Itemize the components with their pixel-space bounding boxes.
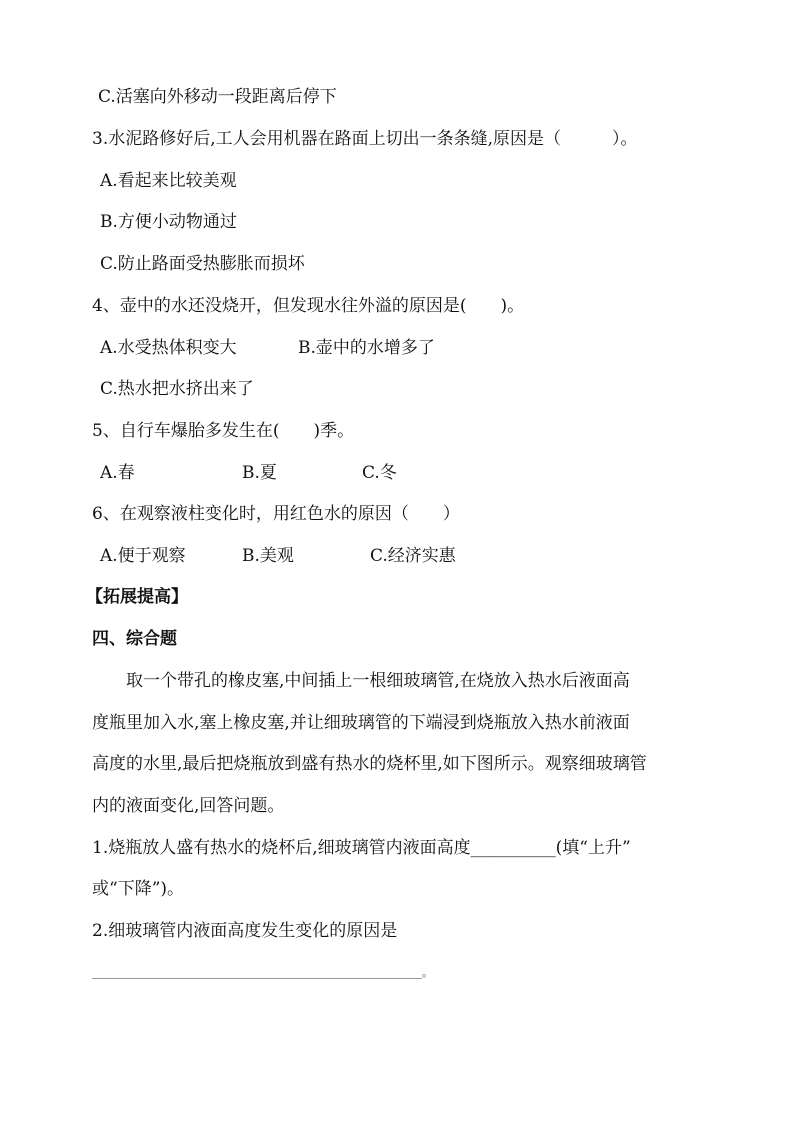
q3-option-b: B.方便小动物通过	[100, 212, 237, 232]
q5-option-c: C.冬	[362, 463, 397, 483]
passage-line-3: 高度的水里,最后把烧瓶放到盛有热水的烧杯里,如下图所示。观察细玻璃管	[92, 754, 647, 774]
passage-line-1: 取一个带孔的橡皮塞,中间插上一根细玻璃管,在烧放入热水后液面高	[92, 671, 630, 691]
q6-option-c: C.经济实惠	[370, 546, 456, 566]
q3-stem: 3.水泥路修好后,工人会用机器在路面上切出一条条缝,原因是（ ）。	[92, 129, 638, 149]
answer-blank-line: ____________________________________________________________。	[92, 966, 433, 979]
passage-line-4: 内的液面变化,回答问题。	[92, 796, 285, 816]
q5-option-b: B.夏	[242, 463, 277, 483]
sub-question-1: 1.烧瓶放人盛有热水的烧杯后,细玻璃管内液面高度__________(填“上升”	[92, 838, 631, 858]
q4-option-b: B.壶中的水增多了	[298, 338, 435, 358]
q4-option-c: C.热水把水挤出来了	[100, 379, 254, 399]
q6-option-b: B.美观	[242, 546, 294, 566]
q2-option-c: C.活塞向外移动一段距离后停下	[98, 87, 337, 107]
passage-line-2: 度瓶里加入水,塞上橡皮塞,并让细玻璃管的下端浸到烧瓶放入热水前液面	[92, 713, 630, 733]
q4-option-a: A.水受热体积变大	[100, 338, 237, 358]
q4-stem: 4、壶中的水还没烧开，但发现水往外溢的原因是( )。	[92, 296, 525, 316]
q6-option-a: A.便于观察	[100, 546, 186, 566]
q5-option-a: A.春	[100, 463, 135, 483]
q6-stem: 6、在观察液柱变化时，用红色水的原因（ ）	[92, 504, 460, 524]
section-four-heading: 四、综合题	[92, 629, 177, 649]
sub-question-1-cont: 或“下降”)。	[92, 879, 185, 899]
q3-option-c: C.防止路面受热膨胀而损坏	[100, 254, 305, 274]
q3-option-a: A.看起来比较美观	[100, 171, 237, 191]
section-extend-heading: 【拓展提高】	[86, 587, 188, 607]
sub-question-2: 2.细玻璃管内液面高度发生变化的原因是	[92, 921, 398, 941]
q5-stem: 5、自行车爆胎多发生在( )季。	[92, 421, 355, 441]
